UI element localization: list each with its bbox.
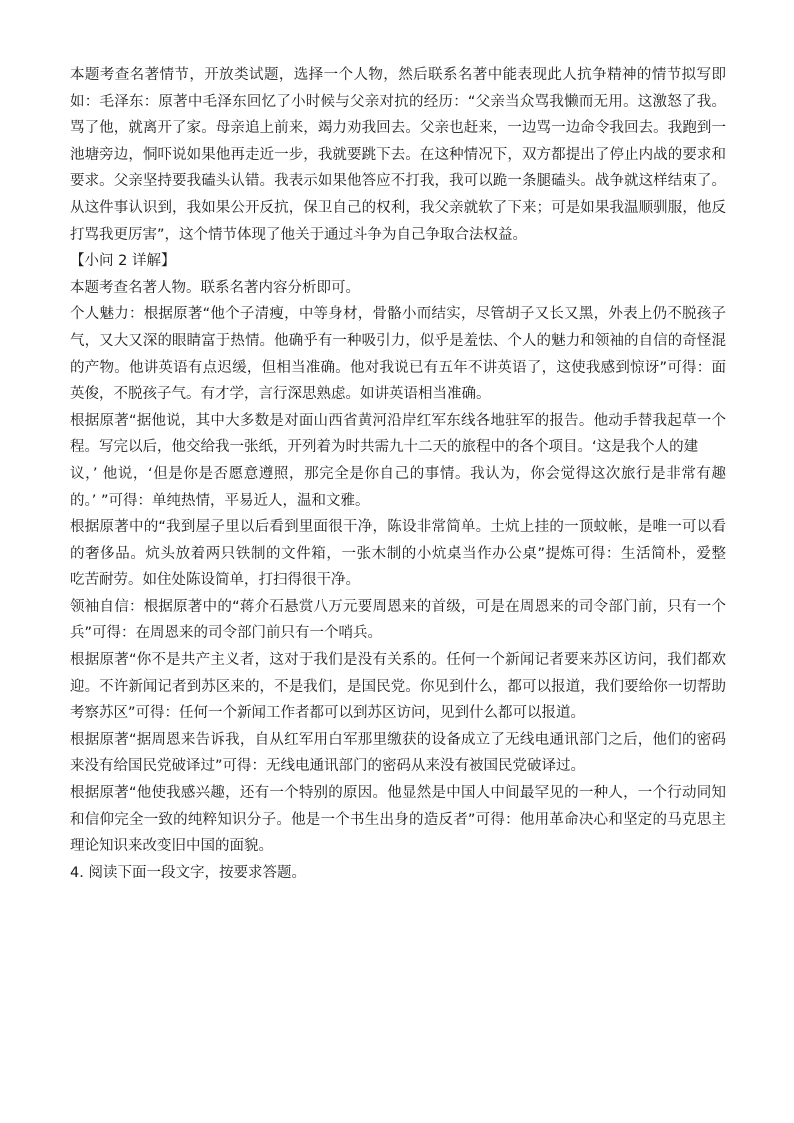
- answer-paragraph-line: 的产物。他讲英语有点迟缓，但相当准确。他对我说已有五年不讲英语了，这使我感到惊讶”可得：面: [70, 359, 726, 376]
- answer-paragraph-line: 的奢侈品。炕头放着两只铁制的文件箱，一张木制的小炕桌当作办公桌”提炼可得：生活简朴，爱整: [70, 545, 726, 562]
- answer-paragraph-line: 个人魅力：根据原著“他个子清瘦，中等身材，骨骼小而结实，尽管胡子又长又黑，外表上仍不脱孩子: [70, 306, 726, 323]
- document-page: [70, 62, 726, 886]
- answer-paragraph-line: 根据原著“他使我感兴趣，还有一个特别的原因。他显然是中国人中间最罕见的一种人，一个行动同知: [70, 785, 726, 802]
- answer-paragraph-line: 考察苏区”可得：任何一个新闻工作者都可以到苏区访问，见到什么都可以报道。: [70, 705, 586, 722]
- answer-paragraph-line: 理论知识来改变旧中国的面貌。: [70, 838, 273, 855]
- answer-paragraph-line: 从这件事认识到，我如果公开反抗，保卫自己的权利，我父亲就软了下来；可是如果我温顺驯服，他反: [70, 199, 726, 216]
- question-heading: 4. 阅读下面一段文字，按要求答题。: [70, 864, 306, 881]
- answer-paragraph-line: 程。写完以后，他交给我一张纸，开列着为时共需九十二天的旅程中的各个项目。‘这是我个人的建: [70, 439, 699, 456]
- answer-paragraph-line: 如：毛泽东：原著中毛泽东回忆了小时候与父亲对抗的经历：“父亲当众骂我懒而无用。这激怒了我。: [70, 93, 726, 110]
- answer-paragraph-line: 根据原著“据周恩来告诉我，自从红军用白军那里缴获的设备成立了无线电通讯部门之后，他们的密码: [70, 731, 726, 748]
- answer-paragraph-line: 根据原著“你不是共产主义者，这对于我们是没有关系的。任何一个新闻记者要来苏区访问，我们都欢: [70, 652, 726, 669]
- answer-paragraph-line: 迎。不许新闻记者到苏区来的，不是我们，是国民党。你见到什么，都可以报道，我们要给你一切帮助: [70, 678, 726, 695]
- answer-paragraph-line: 吃苦耐劳。如住处陈设简单，打扫得很干净。: [70, 572, 360, 589]
- answer-paragraph-line: 本题考查名著情节，开放类试题，选择一个人物，然后联系名著中能表现此人抗争精神的情节拟写即: [70, 67, 726, 83]
- answer-paragraph-line: 的。’ ”可得：单纯热情，平易近人，温和文雅。: [70, 492, 370, 509]
- answer-paragraph-line: 本题考查名著人物。联系名著内容分析即可。: [70, 279, 360, 296]
- answer-paragraph-line: 议，’ 他说，‘但是你是否愿意遵照，那完全是你自己的事情。我认为，你会觉得这次旅行是非常有趣: [70, 465, 726, 482]
- answer-paragraph-line: 打骂我更厉害”，这个情节体现了他关于通过斗争为自己争取合法权益。: [70, 226, 528, 243]
- answer-paragraph-line: 来没有给国民党破译过”可得：无线电通讯部门的密码从来没有被国民党破译过。: [70, 758, 586, 775]
- answer-paragraph-line: 根据原著中的“我到屋子里以后看到里面很干净，陈设非常简单。土炕上挂的一顶蚊帐，是唯一可以看: [70, 519, 726, 536]
- answer-paragraph-line: 要求。父亲坚持要我磕头认错。我表示如果他答应不打我，我可以跪一条腿磕头。战争就这样结束了。: [70, 173, 726, 190]
- answer-paragraph-line: 池塘旁边，恫吓说如果他再走近一步，我就要跳下去。在这种情况下，双方都提出了停止内战的要求和: [70, 146, 726, 163]
- answer-paragraph-line: 英俊，不脱孩子气。有才学，言行深思熟虑。如讲英语相当准确。: [70, 386, 491, 403]
- answer-paragraph-line: 和信仰完全一致的纯粹知识分子。他是一个书生出身的造反者”可得：他用革命决心和坚定的马克思主: [70, 811, 726, 828]
- answer-paragraph-line: 领袖自信：根据原著中的“蒋介石悬赏八万元要周恩来的首级，可是在周恩来的司令部门前，只有一个: [70, 598, 726, 615]
- answer-paragraph-line: 气，又大又深的眼睛富于热情。他确乎有一种吸引力，似乎是羞怯、个人的魅力和领袖的自信的奇怪混: [70, 332, 726, 349]
- answer-paragraph-line: 兵”可得：在周恩来的司令部门前只有一个哨兵。: [70, 625, 383, 642]
- section-heading: 【小问 2 详解】: [70, 253, 176, 270]
- answer-paragraph-line: 骂了他，就离开了家。母亲追上前来，竭力劝我回去。父亲也赶来，一边骂一边命令我回去。我跑到一: [70, 120, 726, 137]
- answer-paragraph-line: 根据原著“据他说，其中大多数是对面山西省黄河沿岸红军东线各地驻军的报告。他动手替我起草一个: [70, 412, 726, 429]
